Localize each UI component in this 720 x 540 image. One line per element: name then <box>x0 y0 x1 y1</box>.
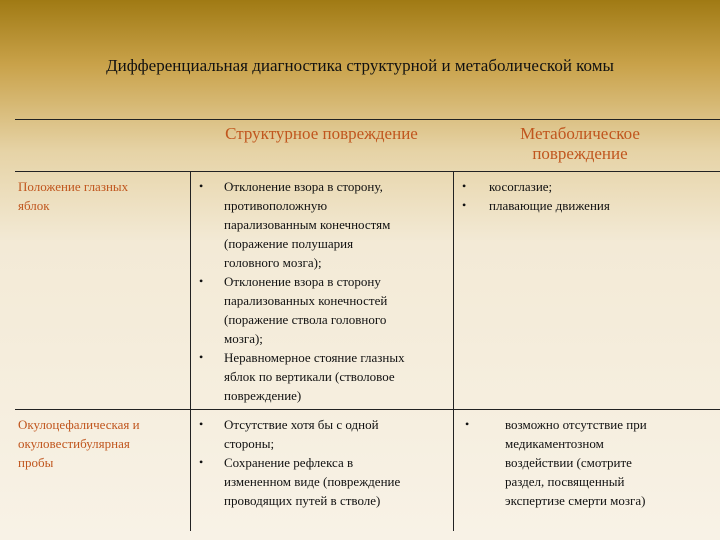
header-metabolic-line1: Метаболическое <box>520 124 640 143</box>
column-divider-1 <box>190 171 191 531</box>
bullet-icon: • <box>199 179 204 193</box>
bullet-icon: • <box>199 417 204 431</box>
list-item <box>489 177 552 196</box>
item-line: противоположную <box>224 198 328 213</box>
bullet-icon: • <box>465 417 470 431</box>
list-item <box>224 453 400 510</box>
item-line: измененном виде (повреждение <box>224 474 401 489</box>
row-label-oculocephalic <box>18 415 140 472</box>
row-label-eye-position <box>18 177 128 215</box>
item-line: воздействии (смотрите <box>505 455 632 470</box>
item-line: возможно отсутствие при <box>505 417 647 432</box>
item-line: плавающие движения <box>489 198 610 213</box>
page-title: Дифференциальная диагностика структурной и метаболической комы <box>106 56 614 75</box>
item-line: Неравномерное стояние глазных <box>224 350 405 365</box>
list-item <box>224 415 379 453</box>
list-item <box>224 348 405 405</box>
item-line: проводящих путей в стволе) <box>224 493 381 508</box>
item-line: медикаментозном <box>505 436 604 451</box>
header-structural: Структурное повреждение <box>225 124 418 143</box>
item-line: экспертизе смерти мозга) <box>505 493 646 508</box>
list-item <box>224 272 387 348</box>
header-metabolic <box>455 124 705 164</box>
row-label-line: Окулоцефалическая и <box>18 417 140 432</box>
row-label-line: окуловестибулярная <box>18 436 130 451</box>
item-line: парализованных конечностей <box>224 293 388 308</box>
item-line: головного мозга); <box>224 255 322 270</box>
item-line: Сохранение рефлекса в <box>224 455 354 470</box>
row-label-line: яблок <box>18 198 50 213</box>
item-line: яблок по вертикали (стволовое <box>224 369 395 384</box>
bullet-icon: • <box>462 198 467 212</box>
bullet-icon: • <box>462 179 467 193</box>
item-line: стороны; <box>224 436 275 451</box>
table-top-border <box>15 119 720 120</box>
row-label-line: пробы <box>18 455 54 470</box>
item-line: парализованным конечностям <box>224 217 391 232</box>
item-line: (поражение ствола головного <box>224 312 387 327</box>
table-row-divider <box>15 409 720 410</box>
list-item <box>505 415 647 510</box>
item-line: раздел, посвященный <box>505 474 625 489</box>
item-line: повреждение) <box>224 388 302 403</box>
list-item <box>489 196 610 215</box>
list-item <box>224 177 390 272</box>
item-line: Отклонение взора в сторону <box>224 274 381 289</box>
bullet-icon: • <box>199 350 204 364</box>
item-line: Отклонение взора в сторону, <box>224 179 383 194</box>
table-header-border <box>15 171 720 172</box>
column-divider-2 <box>453 171 454 531</box>
row-label-line: Положение глазных <box>18 179 129 194</box>
item-line: косоглазие; <box>489 179 553 194</box>
header-metabolic-line2: повреждение <box>532 144 628 163</box>
item-line: Отсутствие хотя бы с одной <box>224 417 379 432</box>
bullet-icon: • <box>199 274 204 288</box>
bullet-icon: • <box>199 455 204 469</box>
item-line: (поражение полушария <box>224 236 354 251</box>
item-line: мозга); <box>224 331 263 346</box>
